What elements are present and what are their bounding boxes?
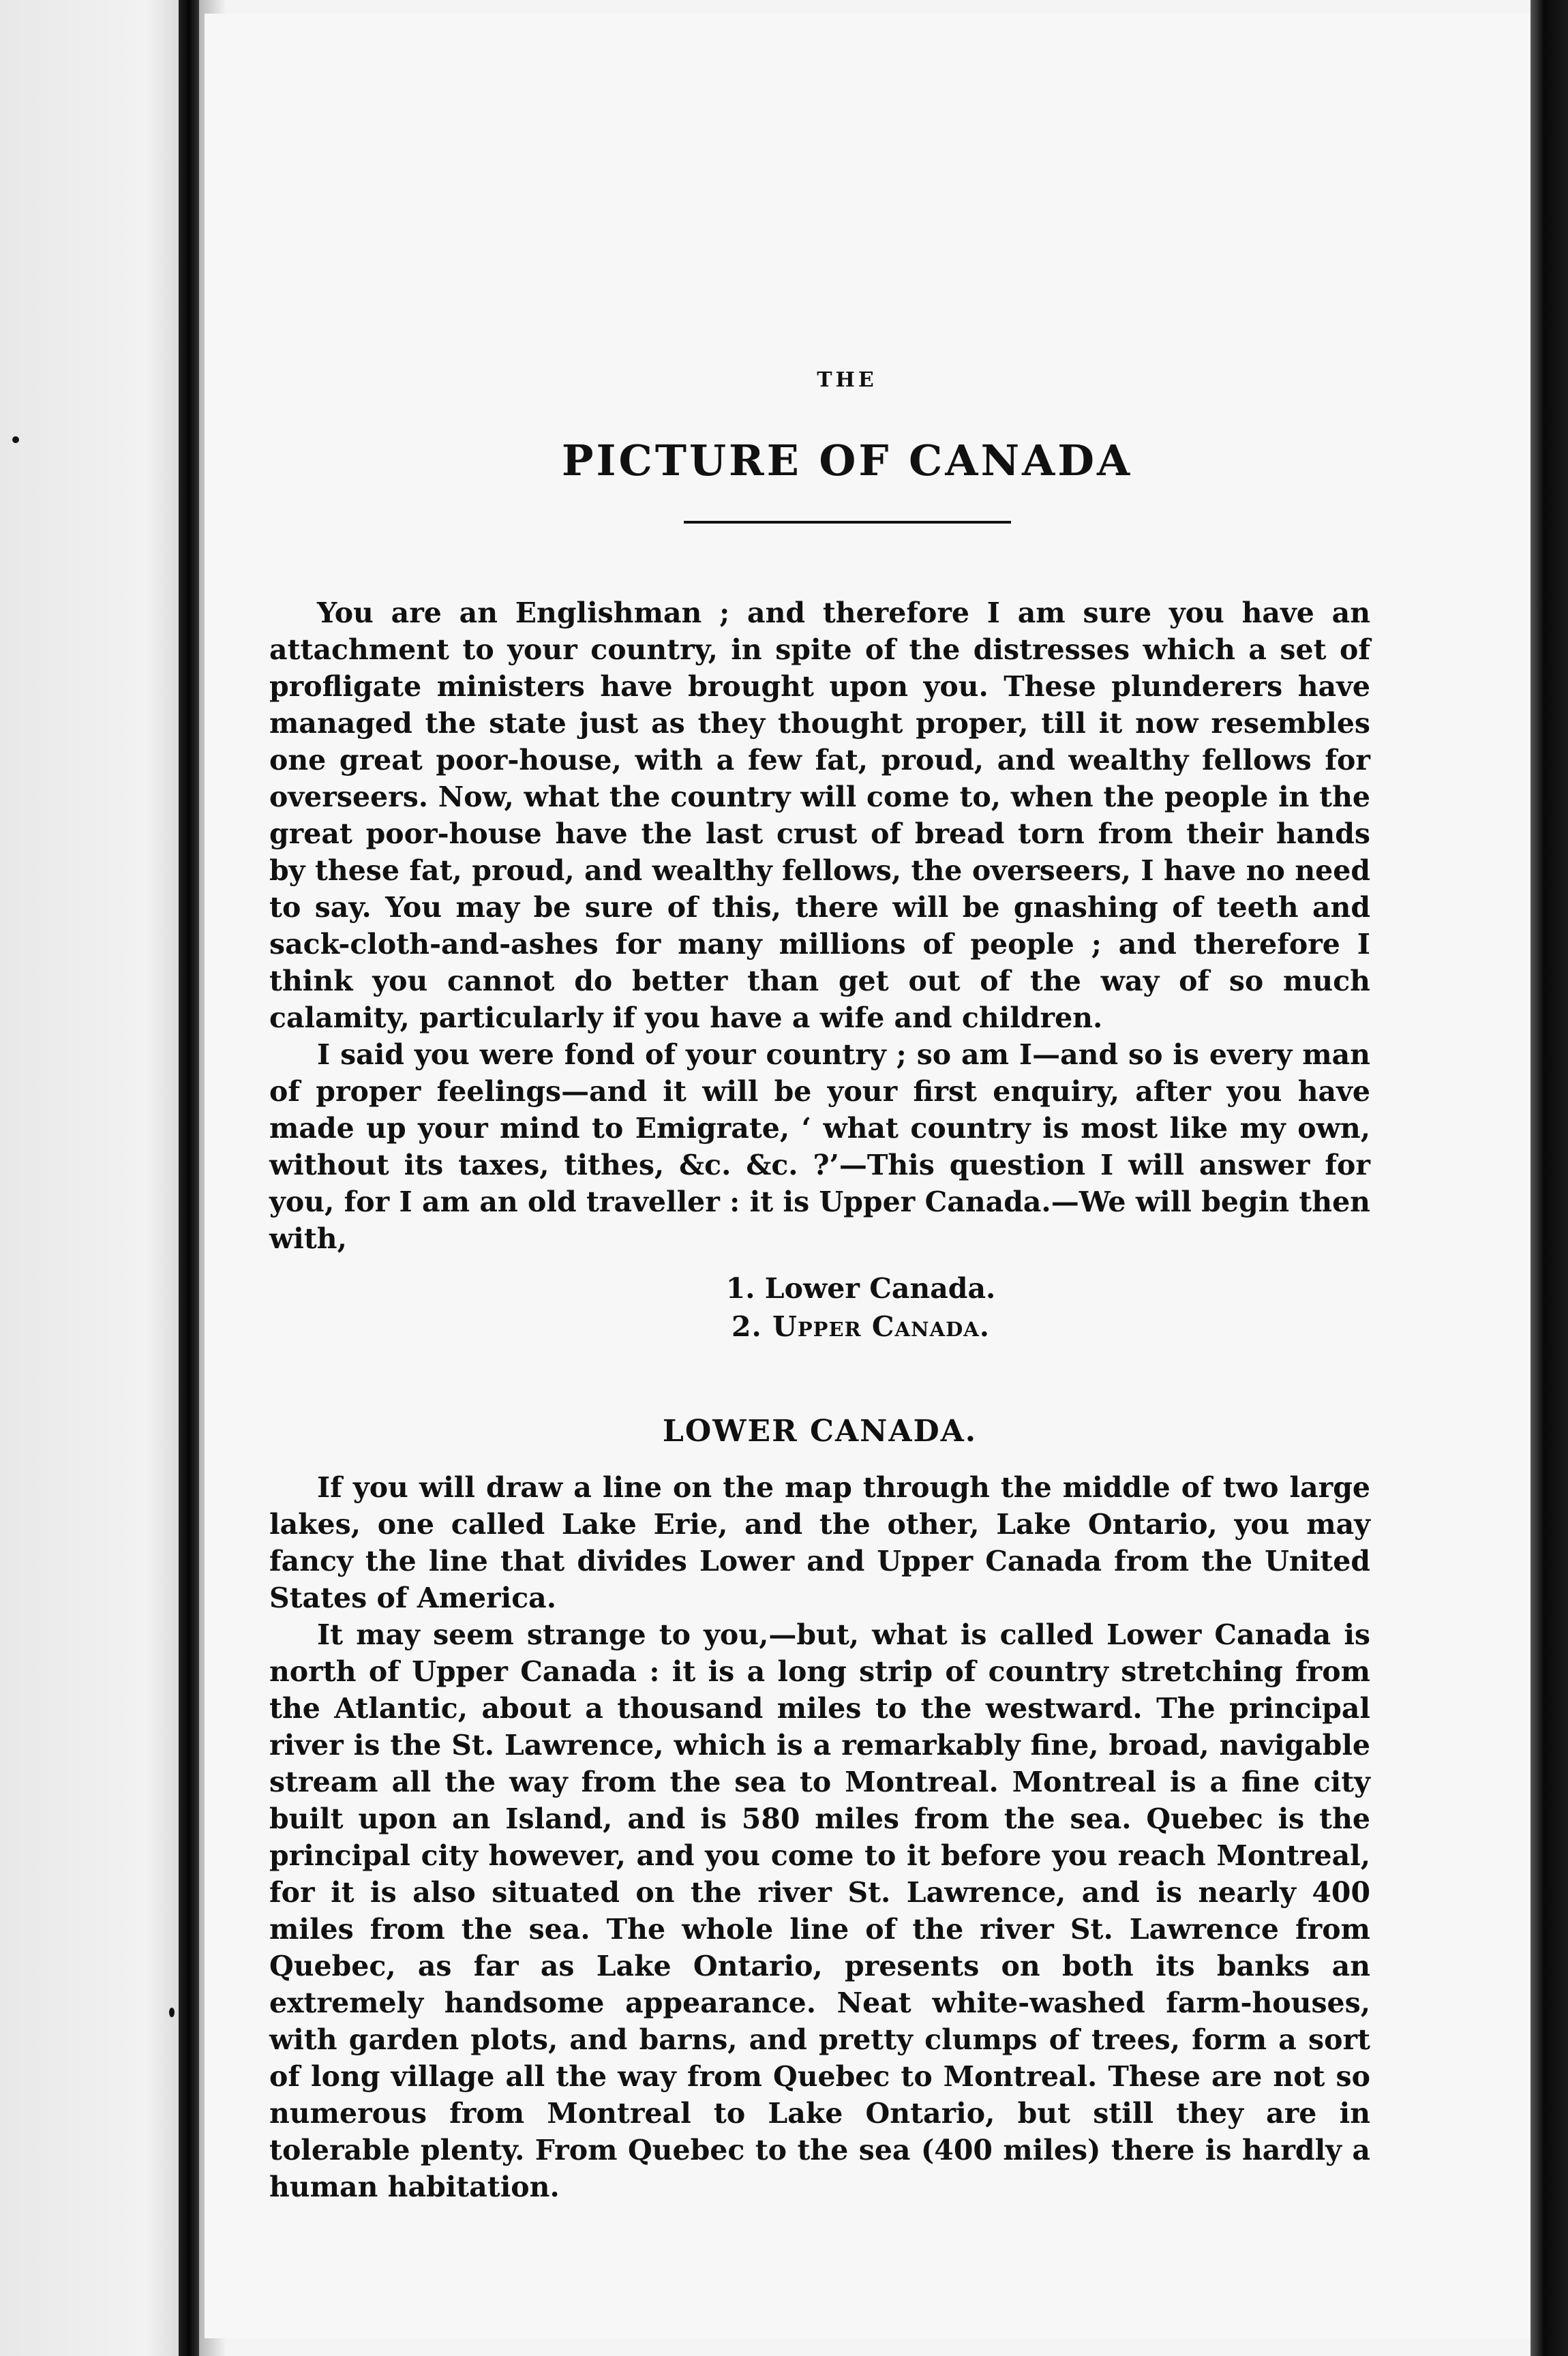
section-paragraph-1: If you will draw a line on the map through the middle of two large lakes, one called Lake Erie, and the other, Lake Ontario, you may fancy the line that divides Lower and Upper Canada from the United States of America. xyxy=(269,1471,1370,1614)
list-item-lower-canada: 1. Lower Canada. xyxy=(725,1272,996,1305)
page-right-edge xyxy=(1531,0,1568,2356)
facing-page-edge xyxy=(0,0,183,2356)
page-title: PICTURE OF CANADA xyxy=(561,436,1133,485)
ink-speck xyxy=(12,436,19,443)
ink-speck xyxy=(169,2008,175,2017)
list-item-upper-canada: 2. Upper Canada. xyxy=(732,1310,990,1343)
section-list xyxy=(269,1269,1370,1346)
paragraph-1: You are an Englishman ; and therefore I am sure you have an attachment to your country, in spite of the distresses which a set of profligate ministers have brought upon you. These plunderers have managed the state just as they thought proper, till it now resembles one great poor-house, with a few fat, proud, and wealthy fellows for overseers. Now, what the country will come to, when the people in the great poor-house have the last crust of bread torn from their hands by these fat, proud, and wealthy fellows, the overseers, I have no need to say. You may be sure of this, there will be gnashing of teeth and sack-cloth-and-ashes for many millions of people ; and therefore I think you cannot do better than get out of the way of so much calamity, particularly if you have a wife and children. xyxy=(269,596,1370,1034)
section-paragraph-2: It may seem strange to you,—but, what is called Lower Canada is north of Upper Canada : it is a long strip of country stretching from the Atlantic, about a thousand miles to the westward. The principal river is the St. Lawrence, which is a remarkably fine, broad, navigable stream all the way from the sea to Montreal. Montreal is a fine city built upon an Island, and is 580 miles from the sea. Quebec is the principal city however, and you come to it before you reach Montreal, for it is also situated on the river St. Lawrence, and is nearly 400 miles from the sea. The whole line of the river St. Lawrence from Quebec, as far as Lake Ontario, presents on both its banks an extremely handsome appearance. Neat white-washed farm-houses, with garden plots, and barns, and pretty clumps of trees, form a sort of long village all the way from Quebec to Montreal. These are not so numerous from Montreal to Lake Ontario, but still they are in tolerable plenty. From Quebec to the sea (400 miles) there is hardly a human habitation. xyxy=(269,1618,1370,2203)
paragraph-2: I said you were fond of your country ; so am I—and so is every man of proper feelings—and it will be your first enquiry, after you have made up your mind to Emigrate, ‘ what country is most like my own, without its taxes, tithes, &c. &c. ?’—This question I will answer for you, for I am an old traveller : it is Upper Canada.—We will begin then with, xyxy=(269,1038,1370,1255)
section-heading: LOWER CANADA. xyxy=(662,1414,978,1449)
page-content xyxy=(269,368,1370,2205)
title-rule xyxy=(684,521,1011,524)
book-gutter xyxy=(179,0,199,2356)
title-article: THE xyxy=(817,368,877,392)
